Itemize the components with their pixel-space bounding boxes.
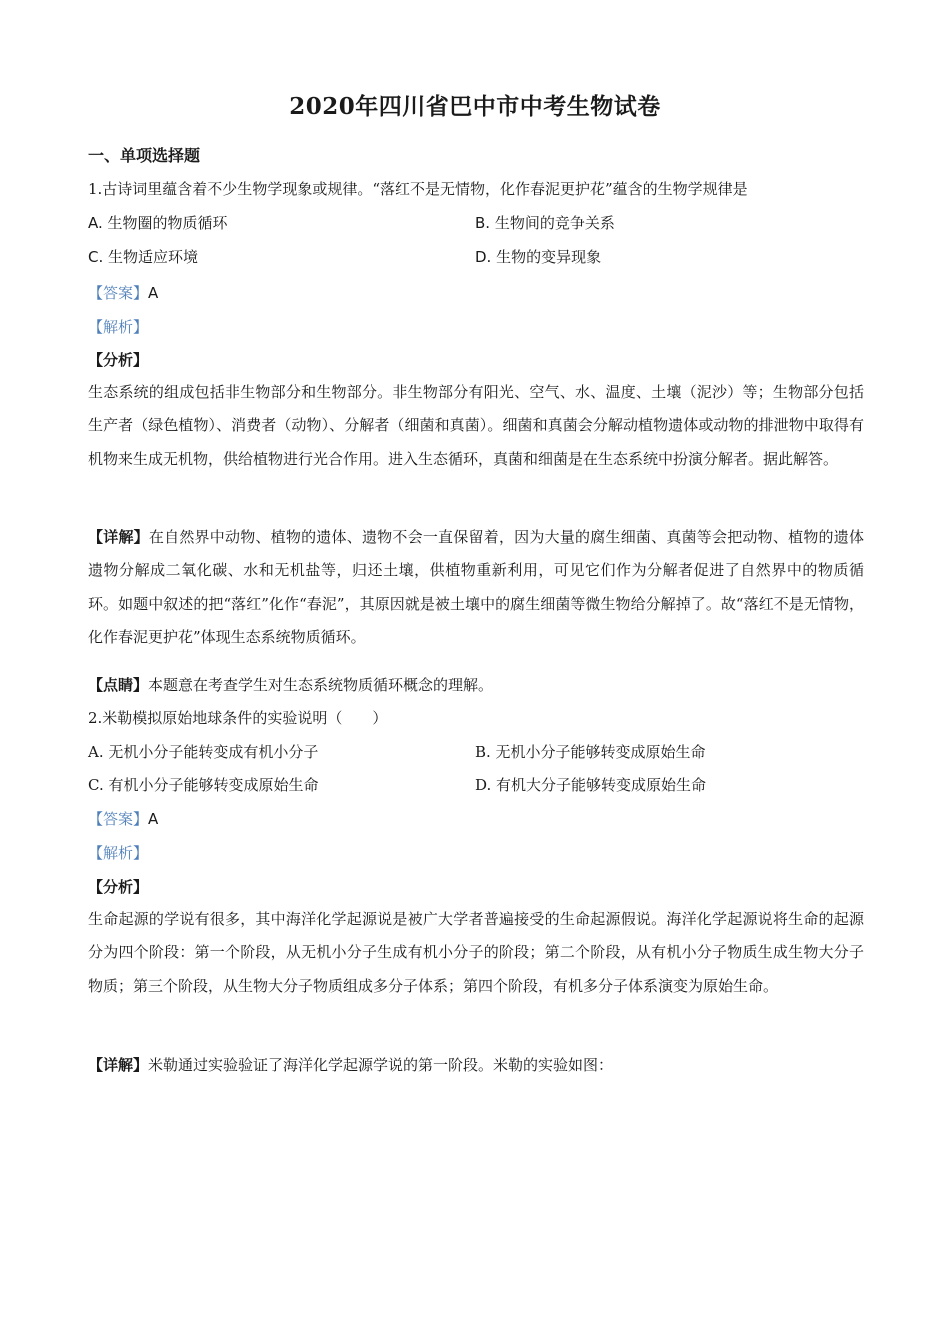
q1-comment (88, 674, 493, 695)
q1-analysis-label: 【解析】 (88, 318, 149, 336)
answer-label: 【答案】 (88, 284, 149, 302)
q1-option-d: D. 生物的变异现象 (475, 248, 602, 266)
q2-option-b: B. 无机小分子能够转变成原始生命 (475, 743, 706, 761)
q1-fenxi-label: 【分析】 (88, 351, 149, 369)
q2-option-a: A. 无机小分子能转变成有机小分子 (88, 743, 319, 761)
section-heading: 一、单项选择题 (88, 146, 201, 165)
detail-label: 【详解】 (88, 528, 149, 546)
q2-fenxi-label: 【分析】 (88, 878, 149, 896)
detail-label: 【详解】 (88, 1056, 149, 1074)
q2-option-d: D. 有机大分子能够转变成原始生命 (475, 776, 707, 794)
q2-detail (88, 1054, 613, 1075)
comment-label: 【点睛】 (88, 676, 149, 694)
q1-option-b: B. 生物间的竞争关系 (475, 214, 615, 232)
q2-answer (88, 808, 158, 829)
page-title: 2020年四川省巴中市中考生物试卷 (289, 93, 661, 120)
question-2-stem: 2.米勒模拟原始地球条件的实验说明（ ） (88, 709, 388, 727)
q1-answer (88, 282, 158, 303)
q2-option-c: C. 有机小分子能够转变成原始生命 (88, 776, 319, 794)
q1-fenxi-text: 生态系统的组成包括非生物部分和生物部分。非生物部分有阳光、空气、水、温度、土壤（泥沙）等；生物部分包括生产者（绿色植物）、消费者（动物）、分解者（细菌和真菌）。细菌和真菌会分解动植物遗体或动物的排泄物中取得有机物来生成无机物，供给植物进行光合作用。进入生态循环，真菌和细菌是在生态系统中扮演分解者。据此解答。 (88, 383, 864, 468)
q1-option-c: C. 生物适应环境 (88, 248, 199, 266)
answer-label: 【答案】 (88, 810, 149, 828)
comment-text: 本题意在考查学生对生态系统物质循环概念的理解。 (148, 676, 494, 694)
answer-value: A (148, 284, 159, 302)
question-1-stem: 1.古诗词里蕴含着不少生物学现象或规律。“落红不是无情物，化作春泥更护花”蕴含的生物学规律是 (88, 180, 748, 198)
q1-detail (88, 521, 864, 654)
answer-value: A (148, 810, 159, 828)
detail-text: 米勒通过实验验证了海洋化学起源学说的第一阶段。米勒的实验如图： (148, 1056, 614, 1074)
detail-text: 在自然界中动物、植物的遗体、遗物不会一直保留着，因为大量的腐生细菌、真菌等会把动物、植物的遗体遗物分解成二氧化碳、水和无机盐等，归还土壤，供植物重新利用，可见它们作为分解者促进了自然界中的物质循环。如题中叙述的把“落红”化作“春泥”，其原因就是被土壤中的腐生细菌等微生物给分解掉了。故“落红不是无情物，化作春泥更护花”体现生态系统物质循环。 (88, 528, 864, 646)
q2-analysis-label: 【解析】 (88, 844, 149, 862)
q2-fenxi-text: 生命起源的学说有很多，其中海洋化学起源说是被广大学者普遍接受的生命起源假说。海洋化学起源说将生命的起源分为四个阶段：第一个阶段，从无机小分子生成有机小分子的阶段；第二个阶段，从有机小分子物质生成生物大分子物质；第三个阶段，从生物大分子物质组成多分子体系；第四个阶段，有机多分子体系演变为原始生命。 (88, 910, 864, 995)
q1-option-a: A. 生物圈的物质循环 (88, 214, 228, 232)
